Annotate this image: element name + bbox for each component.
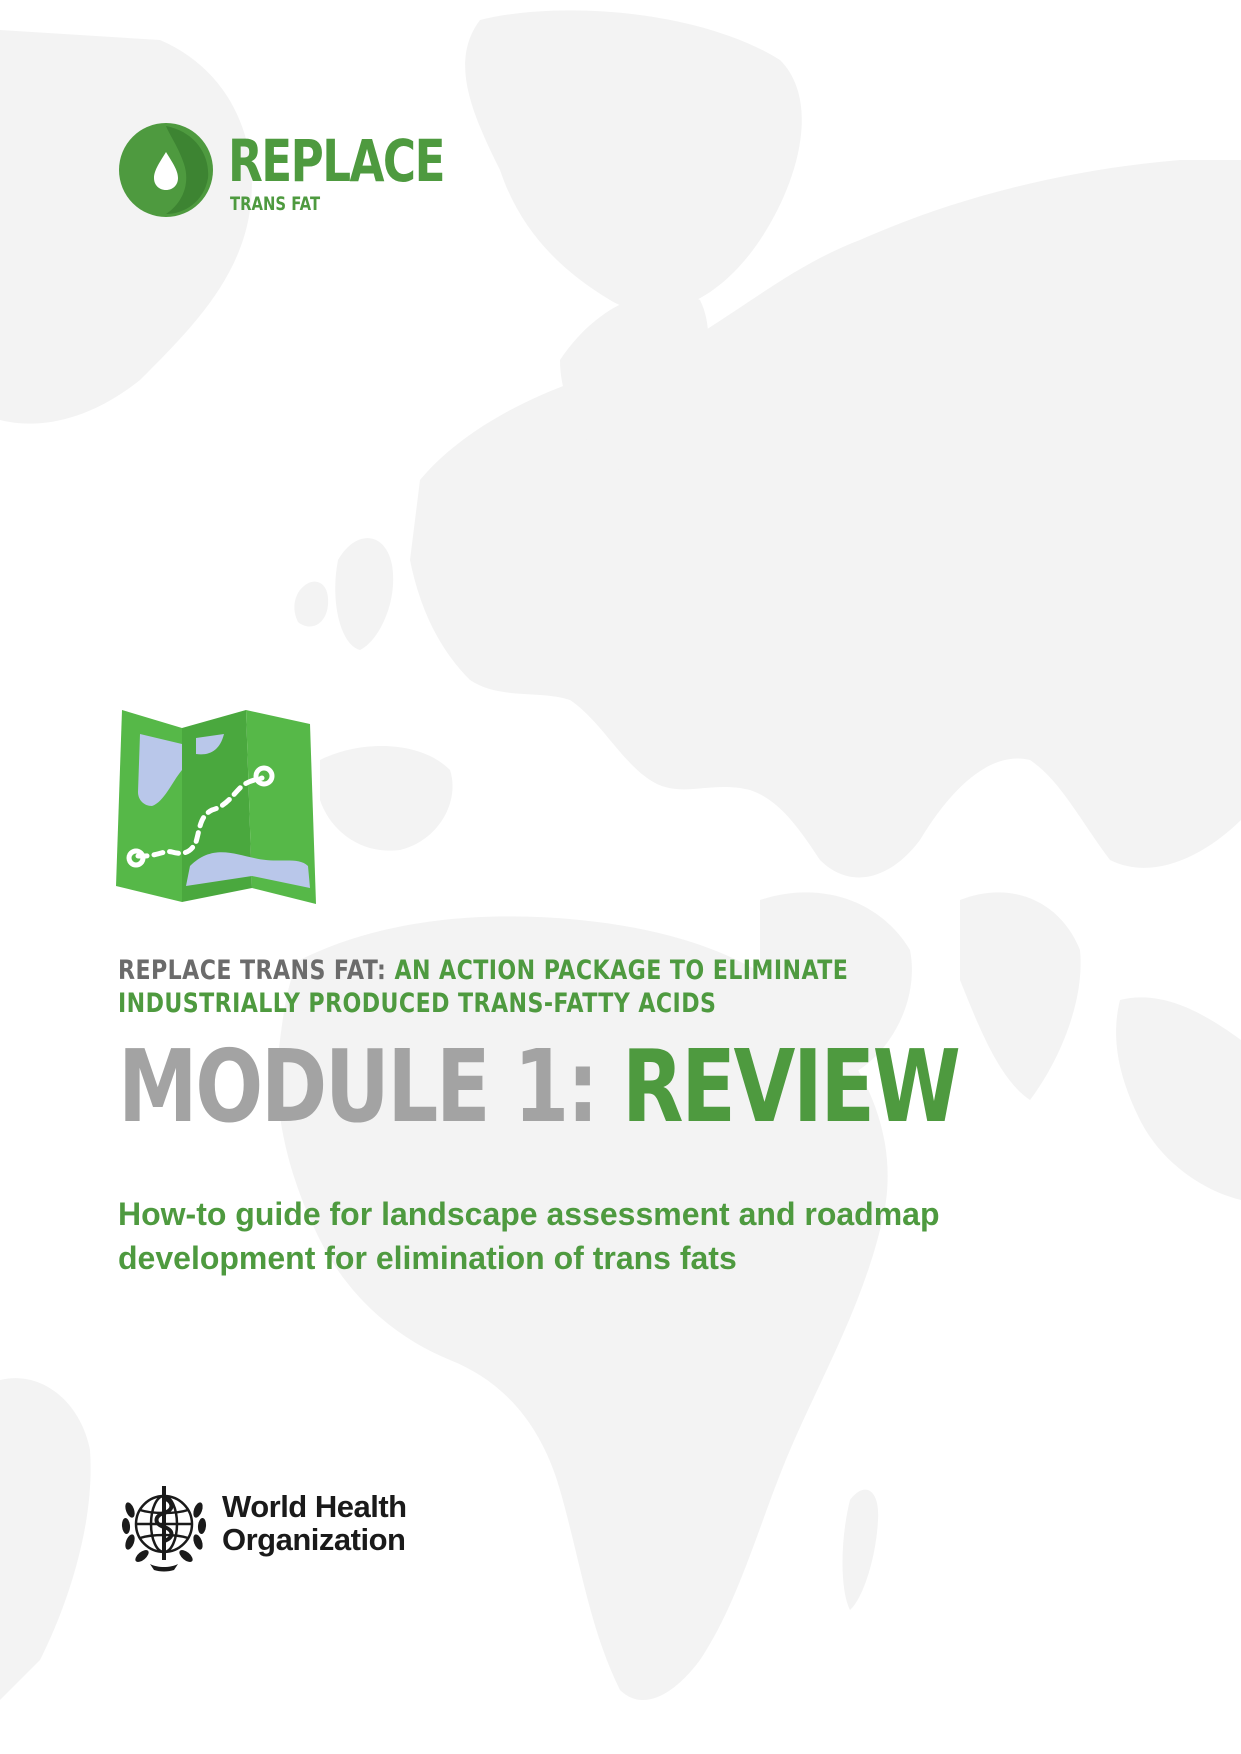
brand-name: REPLACE	[228, 127, 444, 195]
series-heading	[118, 954, 848, 1020]
map-north-america	[0, 30, 252, 424]
series-prefix: REPLACE TRANS FAT:	[118, 955, 387, 986]
map-se-asia	[1116, 997, 1241, 1200]
subtitle-line-2: development for elimination of trans fats	[118, 1240, 737, 1276]
water-drop-icon	[118, 122, 214, 218]
series-title-part-1: AN ACTION PACKAGE TO ELIMINATE	[394, 955, 849, 986]
folded-map-route-icon	[116, 706, 316, 906]
document-subtitle	[118, 1192, 1058, 1280]
module-title	[118, 1028, 959, 1145]
map-india	[960, 892, 1081, 1100]
replace-logo	[118, 122, 444, 222]
map-ireland	[294, 582, 328, 627]
series-line-2: INDUSTRIALLY PRODUCED TRANS-FATTY ACIDS	[118, 988, 717, 1019]
series-line-1	[118, 954, 848, 987]
map-iberia	[320, 746, 453, 851]
subtitle-line-1: How-to guide for landscape assessment and roadmap	[118, 1196, 940, 1232]
map-eurasia	[410, 160, 1241, 877]
who-logo	[116, 1480, 416, 1580]
map-greenland	[465, 10, 802, 311]
map-madagascar	[843, 1490, 879, 1610]
module-name: REVIEW	[621, 1028, 959, 1145]
brand-subname: TRANS FAT	[230, 193, 321, 215]
map-british-isles	[335, 538, 393, 650]
module-label: MODULE 1:	[118, 1028, 597, 1145]
who-wordmark	[222, 1490, 407, 1556]
who-name-line-1: World Health	[222, 1489, 407, 1524]
map-south-america	[0, 1378, 91, 1700]
who-emblem-icon	[116, 1480, 212, 1576]
who-name-line-2: Organization	[222, 1522, 406, 1557]
